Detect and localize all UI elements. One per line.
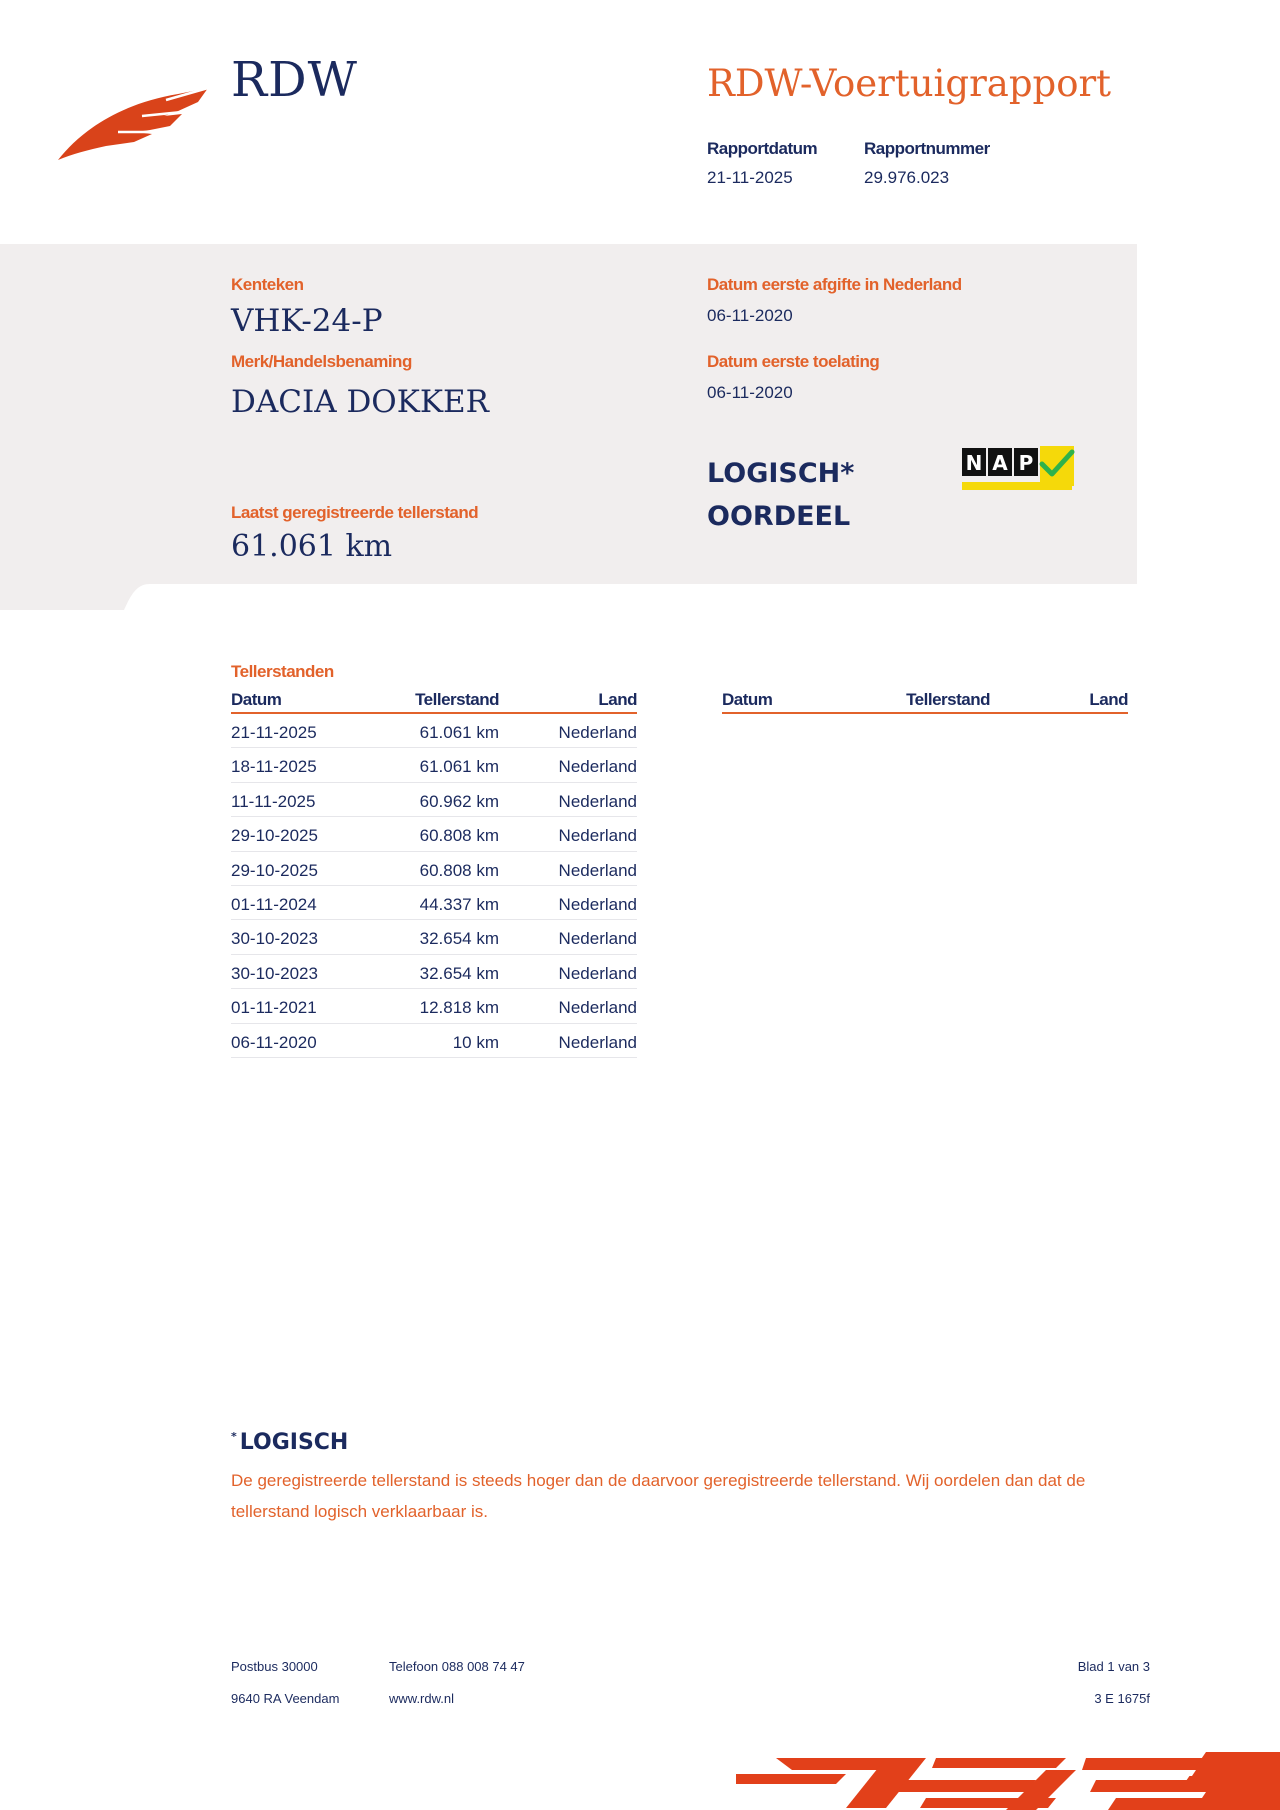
row-date: 30-10-2023 bbox=[231, 929, 318, 949]
report-date-value: 21-11-2025 bbox=[707, 168, 793, 187]
report-date-block bbox=[707, 139, 817, 188]
footnote-title bbox=[231, 1430, 348, 1455]
table-row bbox=[231, 989, 637, 1023]
footnote-marker: * bbox=[231, 1430, 237, 1443]
table-header bbox=[722, 690, 1128, 714]
table-header bbox=[231, 690, 637, 714]
last-odometer-label: Laatst geregistreerde tellerstand bbox=[231, 503, 479, 522]
first-admission-label: Datum eerste toelating bbox=[707, 352, 880, 371]
first-registration-nl-label: Datum eerste afgifte in Nederland bbox=[707, 275, 962, 294]
footer-website: www.rdw.nl bbox=[389, 1691, 455, 1706]
row-reading: 32.654 km bbox=[419, 929, 499, 949]
row-reading: 61.061 km bbox=[419, 757, 499, 777]
footer-page-number: Blad 1 van 3 bbox=[1077, 1659, 1150, 1674]
header-date: Datum bbox=[722, 690, 773, 709]
row-reading: 12.818 km bbox=[419, 998, 499, 1018]
footer-phone: Telefoon 088 008 74 47 bbox=[389, 1659, 525, 1674]
row-date: 18-11-2025 bbox=[231, 757, 317, 777]
plate-value: VHK-24-P bbox=[231, 303, 383, 339]
odometer-section-title: Tellerstanden bbox=[231, 662, 334, 681]
row-date: 01-11-2021 bbox=[231, 998, 317, 1018]
nap-letter-a: A bbox=[992, 451, 1008, 475]
verdict-text bbox=[707, 452, 854, 538]
table-row bbox=[231, 852, 637, 886]
make-value: DACIA DOKKER bbox=[231, 384, 490, 420]
report-number-block bbox=[864, 139, 990, 188]
footer-doc-code: 3 E 1675f bbox=[1094, 1691, 1150, 1706]
nap-badge-icon bbox=[960, 446, 1076, 490]
row-country: Nederland bbox=[558, 826, 637, 846]
summary-panel-background bbox=[0, 244, 1137, 610]
row-country: Nederland bbox=[558, 1032, 637, 1052]
row-reading: 60.808 km bbox=[419, 826, 499, 846]
row-country: Nederland bbox=[558, 929, 637, 949]
table-row bbox=[231, 783, 637, 817]
report-date-label: Rapportdatum bbox=[707, 139, 818, 158]
row-country: Nederland bbox=[558, 757, 637, 777]
row-country: Nederland bbox=[558, 998, 637, 1018]
table-row bbox=[231, 748, 637, 782]
first-admission-value: 06-11-2020 bbox=[707, 383, 793, 402]
row-reading: 10 km bbox=[452, 1032, 499, 1052]
report-title: RDW-Voertuigrapport bbox=[707, 62, 1112, 105]
verdict-line-2: OORDEEL bbox=[707, 501, 851, 532]
row-country: Nederland bbox=[558, 963, 637, 983]
rdw-logo-icon bbox=[58, 82, 210, 162]
header-country: Land bbox=[1089, 690, 1128, 709]
row-reading: 60.962 km bbox=[419, 791, 499, 811]
table-row bbox=[231, 714, 637, 748]
verdict-line-1: LOGISCH* bbox=[707, 458, 855, 489]
footer-po-box: Postbus 30000 bbox=[231, 1659, 318, 1674]
header-reading: Tellerstand bbox=[906, 690, 990, 709]
first-registration-nl-value: 06-11-2020 bbox=[707, 306, 793, 325]
header-date: Datum bbox=[231, 690, 282, 709]
row-country: Nederland bbox=[558, 894, 637, 914]
row-reading: 32.654 km bbox=[419, 963, 499, 983]
rdw-stripes-icon bbox=[736, 1752, 1280, 1810]
row-date: 21-11-2025 bbox=[231, 723, 317, 742]
nap-letter-n: N bbox=[965, 451, 983, 475]
header-country: Land bbox=[598, 690, 637, 709]
row-country: Nederland bbox=[558, 791, 637, 811]
header-reading: Tellerstand bbox=[415, 690, 499, 709]
table-row bbox=[231, 1024, 637, 1058]
row-date: 06-11-2020 bbox=[231, 1032, 317, 1052]
footnote-title-text: LOGISCH bbox=[239, 1430, 349, 1455]
report-number-value: 29.976.023 bbox=[864, 168, 950, 187]
row-country: Nederland bbox=[558, 723, 637, 742]
plate-label: Kenteken bbox=[231, 275, 304, 294]
brand-name: RDW bbox=[231, 52, 358, 108]
report-number-label: Rapportnummer bbox=[864, 139, 990, 158]
row-reading: 61.061 km bbox=[419, 723, 499, 742]
table-row bbox=[231, 817, 637, 851]
row-date: 29-10-2025 bbox=[231, 860, 318, 880]
table-row bbox=[231, 920, 637, 954]
footer-city: 9640 RA Veendam bbox=[231, 1691, 340, 1706]
row-date: 11-11-2025 bbox=[231, 791, 316, 811]
row-date: 30-10-2023 bbox=[231, 963, 318, 983]
row-reading: 60.808 km bbox=[419, 860, 499, 880]
row-date: 01-11-2024 bbox=[231, 894, 317, 914]
odometer-table-right bbox=[722, 690, 1128, 714]
footnote-text: De geregistreerde tellerstand is steeds hoger dan de daarvoor geregistreerde tellerstand. Wij oordelen dan dat de tellerstand logisch verklaarbaar is. bbox=[231, 1471, 1086, 1521]
last-odometer-value: 61.061 km bbox=[231, 529, 393, 564]
nap-letter-p: P bbox=[1018, 451, 1034, 475]
table-row bbox=[231, 886, 637, 920]
odometer-table-left bbox=[231, 690, 637, 1058]
make-label: Merk/Handelsbenaming bbox=[231, 352, 412, 371]
row-date: 29-10-2025 bbox=[231, 826, 318, 846]
row-reading: 44.337 km bbox=[419, 894, 499, 914]
table-row bbox=[231, 955, 637, 989]
row-country: Nederland bbox=[558, 860, 637, 880]
